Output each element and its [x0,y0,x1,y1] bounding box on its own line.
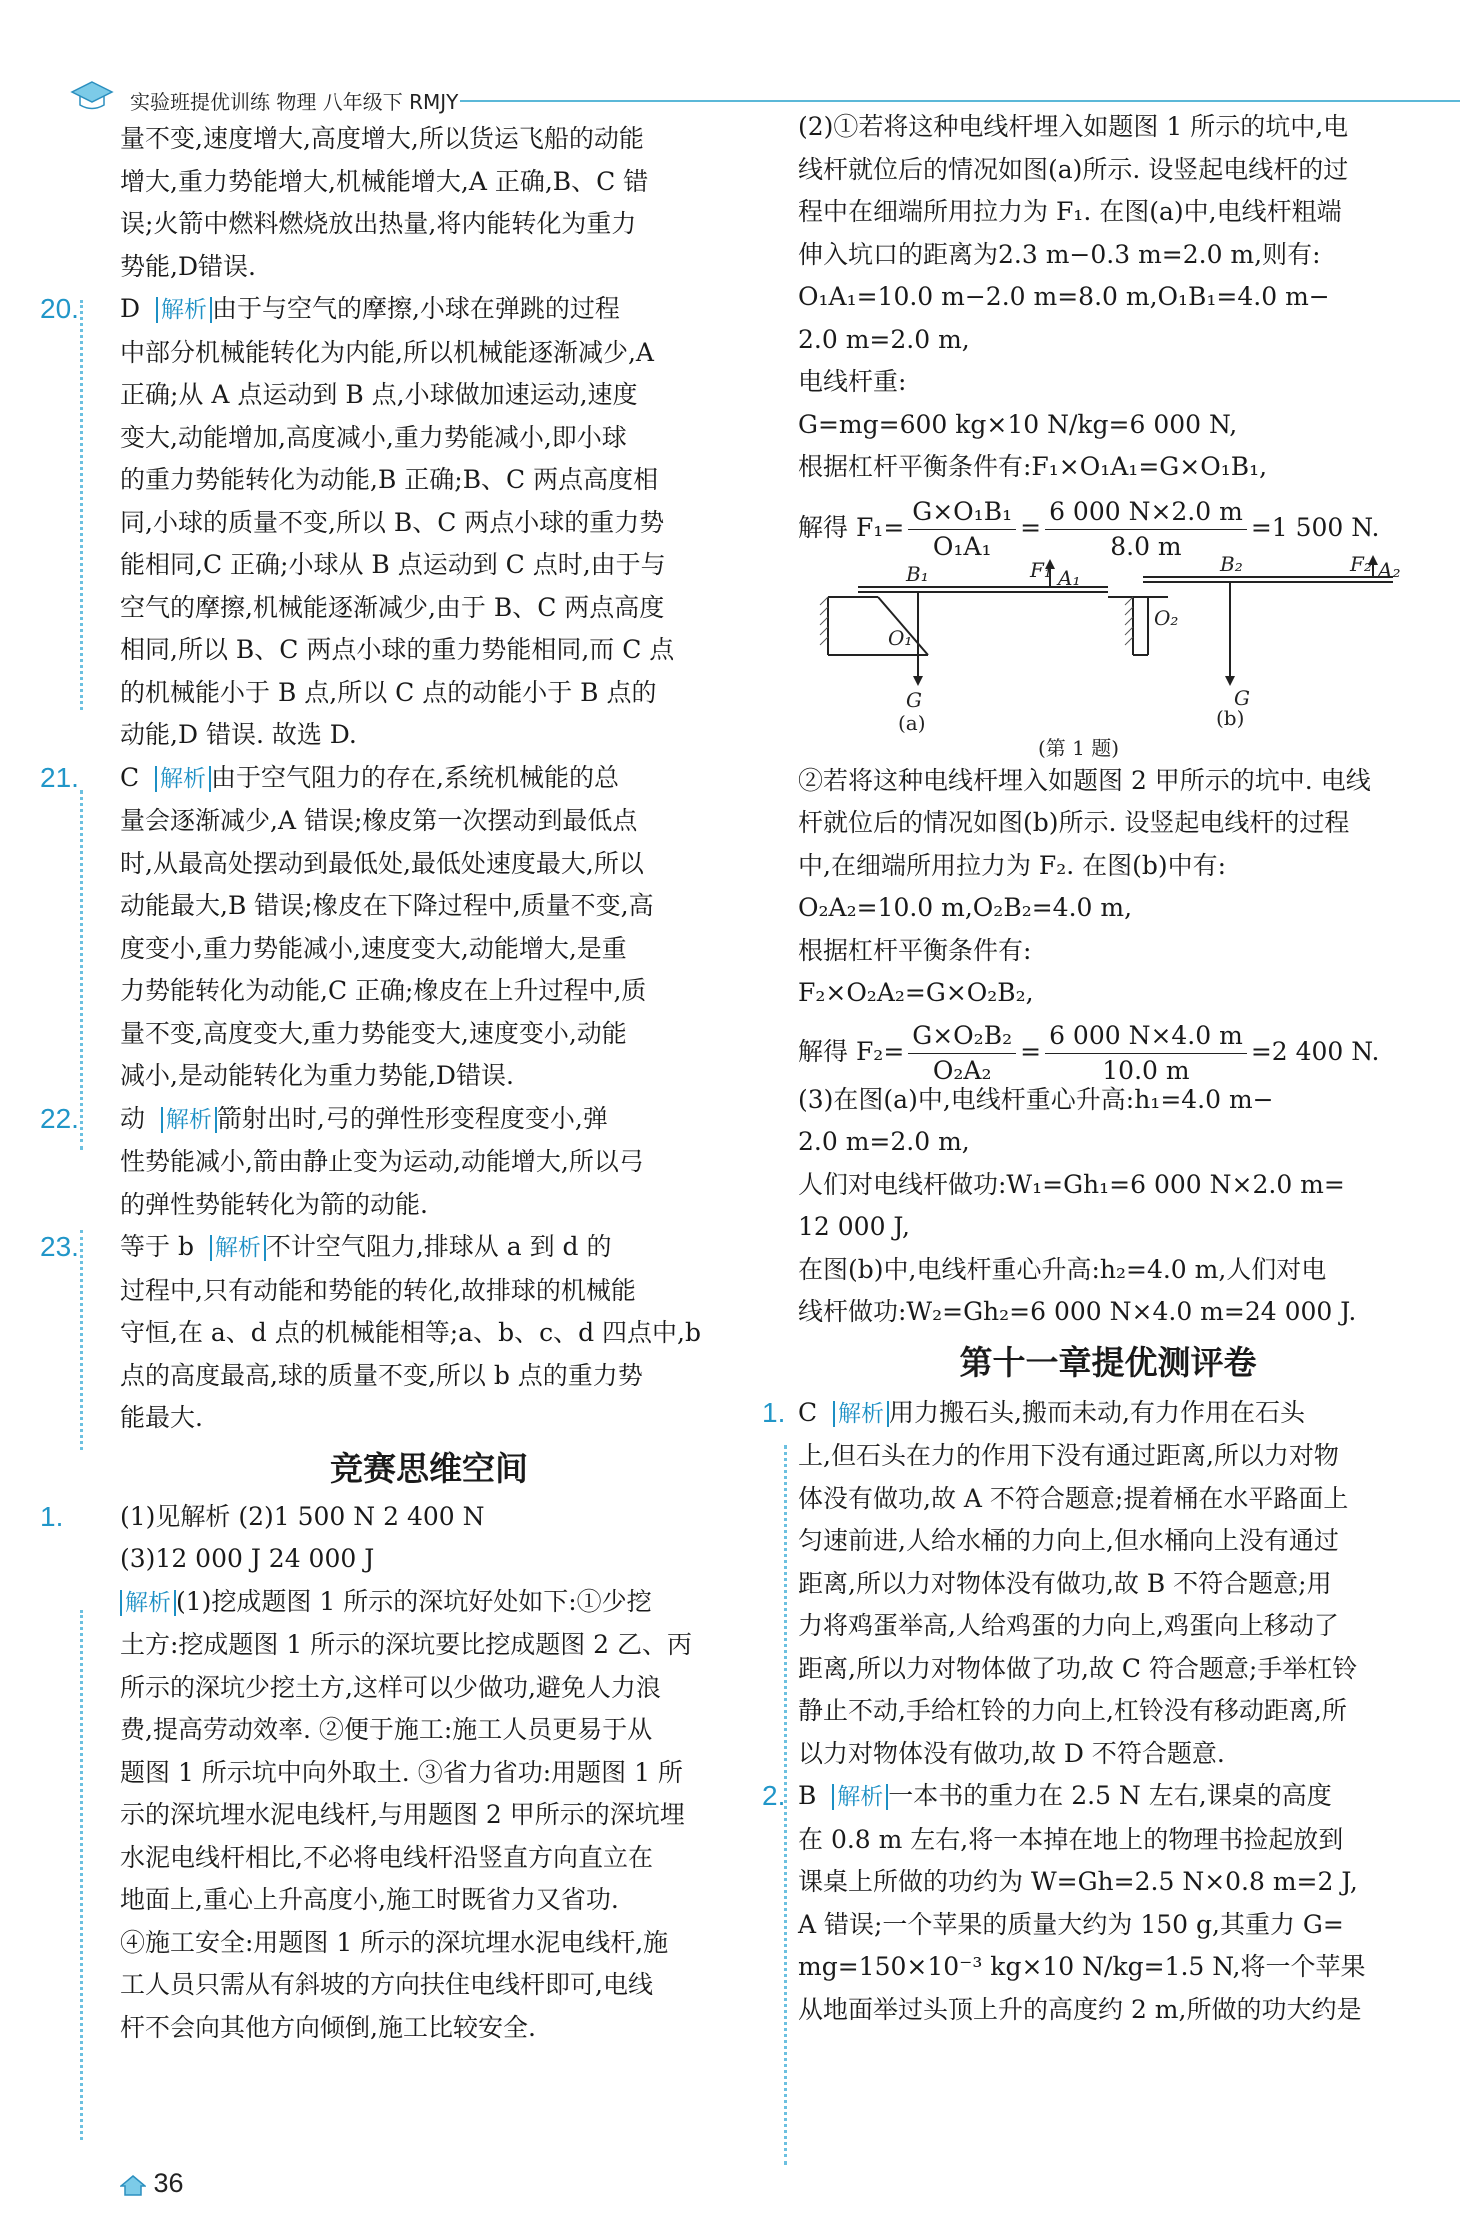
page-number-box [120,2168,184,2199]
fraction [908,1019,1016,1088]
q22-block [40,1098,738,1227]
numerator: 6 000 N×2.0 m [1045,495,1247,530]
text-line: 静止不动,手给杠铃的力向上,杠铃没有移动距离,所 [798,1696,1347,1725]
header-rule [460,100,1460,102]
text-line: 箭射出时,弓的弹性形变程度变小,弹 [216,1103,608,1133]
text-line: 以力对物体没有做功,故 D 不符合题意. [798,1738,1225,1768]
numerator: G×O₂B₂ [908,1019,1016,1054]
denominator: O₂A₂ [932,1055,992,1085]
label-g: G [1234,685,1250,710]
label-o1: O₁ [888,625,913,650]
text-line: 工人员只需从有斜坡的方向扶住电线杆即可,电线 [120,1970,653,1999]
text-line: 在 0.8 m 左右,将一本掉在地上的物理书捡起放到 [798,1824,1344,1854]
text-line: (1)挖成题图 1 所示的深坑好处如下:①少挖 [176,1586,652,1616]
text-line: 杆不会向其他方向倾倒,施工比较安全. [120,2012,536,2042]
text-line: 费,提高劳动效率. ②便于施工:施工人员更易于从 [120,1715,653,1744]
figure-b-label: (b) [1216,705,1245,730]
text-line: 体没有做功,故 A 不符合题意;提着桶在水平路面上 [798,1483,1349,1513]
text-line: 根据杠杆平衡条件有: [798,935,1032,965]
text-line: 上,但石头在力的作用下没有通过距离,所以力对物 [798,1441,1339,1470]
text-line: 过程中,只有动能和势能的转化,故排球的机械能 [120,1275,636,1305]
text-line: 线杆就位后的情况如图(a)所示. 设竖起电线杆的过 [798,154,1349,184]
analysis-tag: 解析 [156,297,212,323]
answer: 动 [120,1103,146,1133]
text-line: (2)①若将这种电线杆埋入如题图 1 所示的坑中,电 [798,112,1349,141]
lever-figure [798,555,1418,760]
text-line: 在图(b)中,电线杆重心升高:h₂=4.0 m,人们对电 [798,1254,1327,1284]
text-line: 杆就位后的情况如图(b)所示. 设竖起电线杆的过程 [798,808,1350,837]
answer-bar [80,1610,86,2140]
text-line: 力将鸡蛋举高,人给鸡蛋的力向上,鸡蛋向上移动了 [798,1611,1339,1640]
text-line: 的机械能小于 B 点,所以 C 点的动能小于 B 点的 [120,677,657,707]
denominator: O₁A₁ [932,531,992,561]
text-line: 根据杠杆平衡条件有:F₁×O₁A₁=G×O₁B₁, [798,452,1268,481]
numerator: G×O₁B₁ [908,495,1016,530]
numerator: 6 000 N×4.0 m [1045,1019,1247,1054]
text-line: 势能,D错误. [120,251,256,281]
text-line: 的重力势能转化为动能,B 正确;B、C 两点高度相 [120,465,659,494]
text-line: 由于空气阻力的存在,系统机械能的总 [211,762,619,792]
analysis-tag: 解析 [210,1235,266,1261]
eq-prefix: 解得 F₂= [798,1036,905,1066]
text-line: 程中在细端所用拉力为 F₁. 在图(a)中,电线杆粗端 [798,197,1342,226]
answer: C [798,1397,818,1427]
question-number: 1. [762,1396,786,1428]
text-line: 的弹性势能转化为箭的动能. [120,1189,428,1219]
answer-bar [80,790,86,1150]
label-f2: F₂ [1350,554,1372,576]
text-line: A 错误;一个苹果的质量大约为 150 g,其重力 G= [798,1909,1344,1939]
lever-diagram [798,555,1418,760]
q21-block [40,757,738,1098]
analysis-tag: 解析 [161,1107,217,1133]
equation-f1: 解得 F₁= $\frac{\text{G×O₁B₁}}{\text{O₁A₁}}$ = $\frac{6 000 N\times 2.0 m}{8.0 m}$ =1 500 N. [798,495,1418,555]
text-line: 力势能转化为动能,C 正确;橡皮在上升过程中,质 [120,976,647,1005]
analysis-tag: 解析 [120,1590,176,1616]
text-line: 增大,重力势能增大,机械能增大,A 正确,B、C 错 [120,166,649,196]
right-column [762,106,1418,2031]
q23-block [40,1226,738,1440]
text-line: 由于与空气的摩擦,小球在弹跳的过程 [211,294,620,323]
comp-q1-block [40,1496,738,2050]
label-b1: B₁ [906,561,929,586]
text-line: 伸入坑口的距离为2.3 m−0.3 m=2.0 m,则有: [798,239,1321,269]
text-line: O₂A₂=10.0 m,O₂B₂=4.0 m, [798,893,1133,922]
q20-block [40,288,738,757]
page-number: 36 [153,2168,184,2198]
text-line: 水泥电线杆相比,不必将电线杆沿竖直方向直立在 [120,1842,653,1872]
text-line: 同,小球的质量不变,所以 B、C 两点小球的重力势 [120,507,665,537]
intro-block [120,118,738,288]
left-column [40,118,738,2049]
question-number: 20. [40,293,79,324]
figure-a-label: (a) [898,710,926,735]
chapter-title: 第十一章提优测评卷 [959,1342,1257,1382]
label-f1: F₁ [1030,557,1052,582]
text-line: 度变小,重力势能减小,速度变大,动能增大,是重 [120,933,627,963]
label-g: G [906,687,922,712]
section-title: 竞赛思维空间 [330,1448,528,1488]
c1-block [762,1392,1418,1776]
text-line: 动能最大,B 错误;橡皮在下降过程中,质量不变,高 [120,891,654,920]
eq-result: =2 400 N. [1250,1036,1380,1066]
text-line: 量会逐渐减少,A 错误;橡皮第一次摆动到最低点 [120,806,638,835]
analysis-tag: 解析 [833,1401,889,1427]
text-line: 课桌上所做的功约为 W=Gh=2.5 N×0.8 m=2 J, [798,1867,1358,1896]
answer-line: (1)见解析 (2)1 500 N 2 400 N [120,1501,485,1531]
text-line: 中部分机械能转化为内能,所以机械能逐渐减少,A [120,337,654,367]
analysis-tag: 解析 [832,1784,888,1810]
text-line: 匀速前进,人给水桶的力向上,但水桶向上没有通过 [798,1526,1339,1555]
fraction [1045,1019,1247,1088]
question-number: 23. [40,1231,79,1262]
text-line: 距离,所以力对物体没有做功,故 B 不符合题意;用 [798,1568,1332,1598]
label-a2: A₂ [1378,557,1401,582]
text-line: 守恒,在 a、d 点的机械能相等;a、b、c、d 四点中,b [120,1318,701,1347]
eq-result: =1 500 N. [1250,512,1380,542]
text-line: 动能,D 错误. 故选 D. [120,720,357,749]
answer-line: (3)12 000 J 24 000 J [120,1544,375,1573]
fraction [908,495,1016,564]
text-line: F₂×O₂A₂=G×O₂B₂, [798,978,1034,1007]
text-line: 误;火箭中燃料燃烧放出热量,将内能转化为重力 [120,209,637,238]
question-number: 2. [762,1780,786,1811]
label-o2: O₂ [1154,605,1179,630]
label-b2: B₂ [1220,554,1243,576]
text-line: O₁A₁=10.0 m−2.0 m=8.0 m,O₁B₁=4.0 m− [798,282,1330,311]
text-line: 距离,所以力对物体做了功,故 C 符合题意;手举杠铃 [798,1653,1358,1683]
text-line: mg=150×10⁻³ kg×10 N/kg=1.5 N,将一个苹果 [798,1952,1366,1981]
equation-f2: 解得 F₂= $\frac{\text{G×O₂B₂}}{\text{O₂A₂}}$ = $\frac{6 000 N\times 4.0 m}{10.0 m}$ =2 400 N. [798,1019,1418,1079]
text-line: 线杆做功:W₂=Gh₂=6 000 N×4.0 m=24 000 J. [798,1297,1357,1326]
text-line: 地面上,重心上升高度小,施工时既省力又省功. [120,1885,619,1914]
header-title: 实验班提优训练 物理 八年级下 RMJY [130,90,459,114]
answer-bar [80,1230,86,1450]
text-line: 变大,动能增加,高度减小,重力势能减小,即小球 [120,422,627,452]
text-line: 减小,是动能转化为重力势能,D错误. [120,1061,514,1090]
text-line: 性势能减小,箭由静止变为运动,动能增大,所以弓 [120,1147,644,1176]
text-line: 点的高度最高,球的质量不变,所以 b 点的重力势 [120,1360,643,1390]
text-line: 不计空气阻力,排球从 a 到 d 的 [265,1232,612,1261]
figure-caption: (第 1 题) [1038,735,1120,760]
analysis-tag: 解析 [155,766,211,792]
question-number: 21. [40,761,79,793]
text-line: 正确;从 A 点运动到 B 点,小球做加速运动,速度 [120,380,638,409]
house-icon [120,2173,146,2197]
answer: 等于 b [120,1232,194,1261]
text-line: 电线杆重: [798,367,907,396]
text-line: 2.0 m=2.0 m, [798,324,970,354]
text-line: 示的深坑埋水泥电线杆,与用题图 2 甲所示的深坑埋 [120,1800,685,1829]
text-line: 人们对电线杆做功:W₁=Gh₁=6 000 N×2.0 m= [798,1169,1345,1199]
text-line: G=mg=600 kg×10 N/kg=6 000 N, [798,409,1238,439]
text-line: 12 000 J, [798,1212,910,1241]
text-line: 用力搬石头,搬而未动,有力作用在石头 [889,1397,1305,1427]
text-line: 题图 1 所示坑中向外取土. ③省力省功:用题图 1 所 [120,1757,683,1787]
text-line: 能最大. [120,1403,203,1432]
question-number: 1. [40,1500,64,1532]
text-line: ④施工安全:用题图 1 所示的深坑埋水泥电线杆,施 [120,1927,669,1957]
label-a1: A₁ [1058,565,1081,590]
text-line: 所示的深坑少挖土方,这样可以少做功,避免人力浪 [120,1672,661,1702]
text-line: 量不变,速度增大,高度增大,所以货运飞船的动能 [120,124,644,153]
answer: C [120,762,140,792]
text-line: 一本书的重力在 2.5 N 左右,课桌的高度 [888,1781,1332,1810]
text-line: 时,从最高处摆动到最低处,最低处速度最大,所以 [120,848,644,878]
fraction [1045,495,1247,564]
text-line: 能相同,C 正确;小球从 B 点运动到 C 点时,由于与 [120,550,666,579]
answer-bar [80,300,86,710]
text-line: 相同,所以 B、C 两点小球的重力势能相同,而 C 点 [120,635,675,664]
text-line: (3)在图(a)中,电线杆重心升高:h₁=4.0 m− [798,1084,1274,1114]
denominator: 8.0 m [1110,531,1182,561]
text-line: 2.0 m=2.0 m, [798,1127,970,1156]
eq-prefix: 解得 F₁= [798,512,905,542]
text-line: 土方:挖成题图 1 所示的深坑要比挖成题图 2 乙、丙 [120,1630,693,1659]
text-line: 从地面举过头顶上升的高度约 2 m,所做的功大约是 [798,1994,1362,2024]
text-line: 空气的摩擦,机械能逐渐减少,由于 B、C 两点高度 [120,592,665,622]
text-line: 量不变,高度变大,重力势能变大,速度变小,动能 [120,1018,627,1048]
graduation-cap-icon [70,78,114,114]
c2-block [762,1775,1418,2031]
text-line: ②若将这种电线杆埋入如题图 2 甲所示的坑中. 电线 [798,765,1371,795]
answer: B [798,1781,817,1810]
denominator: 10.0 m [1102,1055,1190,1085]
question-number: 22. [40,1102,79,1134]
text-line: 中,在细端所用拉力为 F₂. 在图(b)中有: [798,850,1227,880]
answer: D [120,294,141,323]
